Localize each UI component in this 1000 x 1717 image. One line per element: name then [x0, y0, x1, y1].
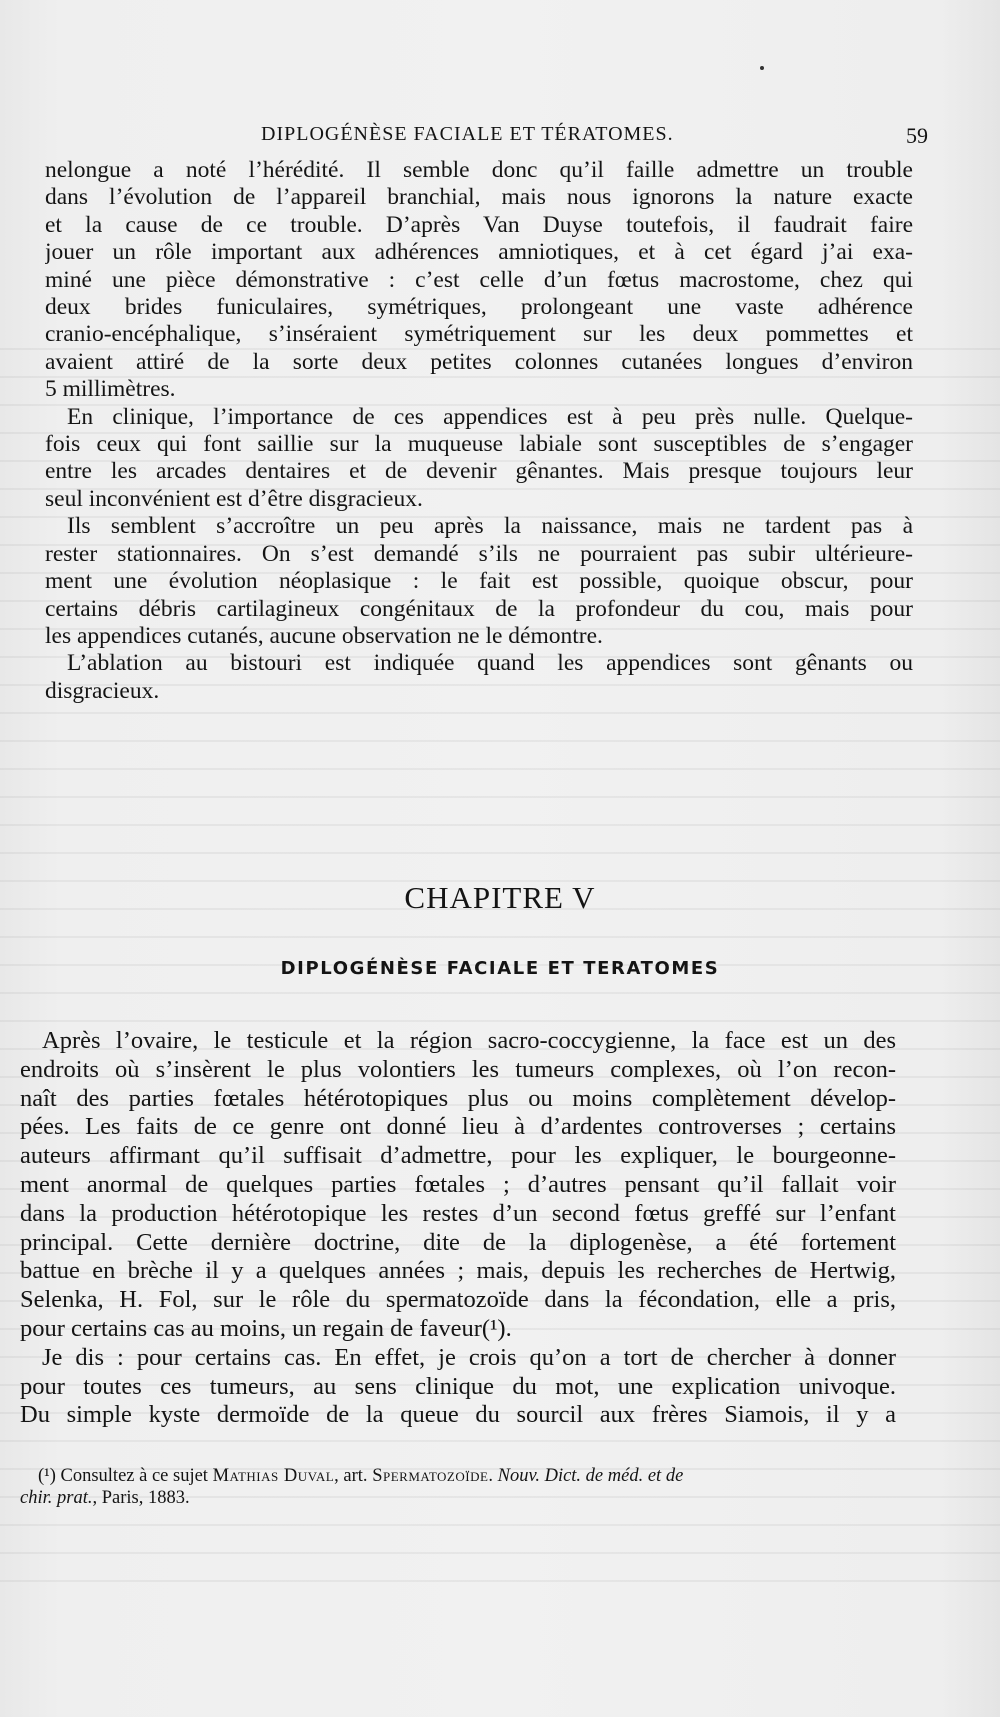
text-line: ment anormal de quelques parties fœtales ; d’autres pensant qu’il fallait voir [20, 1170, 896, 1198]
footnote [20, 1465, 896, 1509]
bottom-text-block [20, 1027, 896, 1430]
text-line: 5 millimètres. [45, 376, 176, 403]
footnote-author: Mathias Duval [212, 1466, 335, 1486]
text-line: auteurs affirmant qu’il suffisait d’admettre, pour les expliquer, le bourgeonne- [20, 1142, 896, 1170]
text-line: miné une pièce démonstrative : c’est celle d’un fœtus macrostome, chez qui [45, 266, 913, 293]
text-line: rester stationnaires. On s’est demandé s’ils ne pourraient pas subir ultérieure- [45, 540, 913, 567]
chapter-subtitle: DIPLOGÉNÈSE FACIALE ET TERATOMES [280, 958, 720, 979]
footnote-marker: (¹) [38, 1466, 56, 1486]
text-line: nelongue a noté l’hérédité. Il semble donc qu’il faille admettre un trouble [45, 157, 913, 183]
text-line: battue en brèche il y a quelques années ; mais, depuis les recherches de Hertwig, [20, 1257, 896, 1285]
text-line: Ils semblent s’accroître un peu après la naissance, mais ne tardent pas à [67, 513, 913, 540]
text-line: ment une évolution néoplasique : le fait est possible, quoique obscur, pour [45, 568, 913, 595]
running-title: DIPLOGÉNÈSE FACIALE ET TÉRATOMES. [261, 123, 674, 145]
chapter-title: CHAPITRE V [404, 880, 596, 915]
page-header [40, 123, 928, 153]
text-line: Du simple kyste dermoïde de la queue du sourcil aux frères Siamois, il y a [20, 1401, 896, 1429]
footnote-text: Consultez à ce sujet [55, 1466, 213, 1486]
footnote-journal: Nouv. Dict. de méd. et de [497, 1466, 684, 1486]
text-line: entre les arcades dentaires et de devenir gênantes. Mais presque toujours leur [45, 458, 913, 485]
top-text-block [45, 157, 913, 705]
text-line: pour certains cas au moins, un regain de faveur(¹). [20, 1314, 512, 1342]
text-line: fois ceux qui font saillie sur la muqueuse labiale sont susceptibles de s’engager [45, 431, 913, 458]
text-line: En clinique, l’importance de ces appendices est à peu près nulle. Quelque- [67, 403, 913, 430]
text-line: disgracieux. [45, 677, 160, 704]
text-line: certains débris cartilagineux congénitaux de la profondeur du cou, mais pour [45, 595, 913, 622]
ink-speck [760, 66, 764, 70]
text-line: principal. Cette dernière doctrine, dite de la diplogenèse, a été fortement [20, 1228, 896, 1256]
page-number: 59 [906, 123, 928, 148]
footnote-article: Spermatozoïde [372, 1466, 489, 1486]
footnote-text: , Paris, 1883. [92, 1488, 190, 1508]
text-line: Selenka, H. Fol, sur le rôle du spermatozoïde dans la fécondation, elle a pris, [20, 1286, 896, 1314]
text-line: pour toutes ces tumeurs, au sens clinique du mot, une explication univoque. [20, 1372, 896, 1400]
text-line: dans l’évolution de l’appareil branchial, mais nous ignorons la nature exacte [45, 184, 913, 211]
text-line: les appendices cutanés, aucune observation ne le démontre. [45, 622, 603, 649]
footnote-line [20, 1487, 896, 1509]
footnote-text: . [488, 1466, 498, 1486]
text-line: Je dis : pour certains cas. En effet, je crois qu’on a tort de chercher à donner [42, 1343, 896, 1371]
text-line: avaient attiré de la sorte deux petites colonnes cutanées longues d’environ [45, 348, 913, 375]
text-line: Après l’ovaire, le testicule et la région sacro-coccygienne, la face est un des [42, 1027, 896, 1054]
footnote-line [20, 1465, 896, 1487]
text-line: naît des parties fœtales hétérotopiques plus ou moins complètement dévelop- [20, 1084, 896, 1112]
text-line: dans la production hétérotopique les restes d’un second fœtus greffé sur l’enfant [20, 1199, 896, 1227]
text-line: pées. Les faits de ce genre ont donné lieu à d’ardentes controverses ; certains [20, 1113, 896, 1141]
text-line: jouer un rôle important aux adhérences amniotiques, et à cet égard j’ai exa- [45, 239, 913, 266]
footnote-text: , art. [334, 1466, 373, 1486]
text-line: endroits où s’insèrent le plus volontiers les tumeurs complexes, où l’on recon- [20, 1055, 896, 1083]
text-line: seul inconvénient est d’être disgracieux. [45, 485, 423, 512]
text-line: L’ablation au bistouri est indiquée quand les appendices sont gênants ou [67, 650, 913, 677]
text-line: cranio-encéphalique, s’inséraient symétriquement sur les deux pommettes et [45, 321, 913, 348]
text-line: deux brides funiculaires, symétriques, prolongeant une vaste adhérence [45, 294, 913, 321]
footnote-journal-cont: chir. prat. [20, 1488, 93, 1508]
text-line: et la cause de ce trouble. D’après Van Duyse toutefois, il faudrait faire [45, 211, 913, 238]
